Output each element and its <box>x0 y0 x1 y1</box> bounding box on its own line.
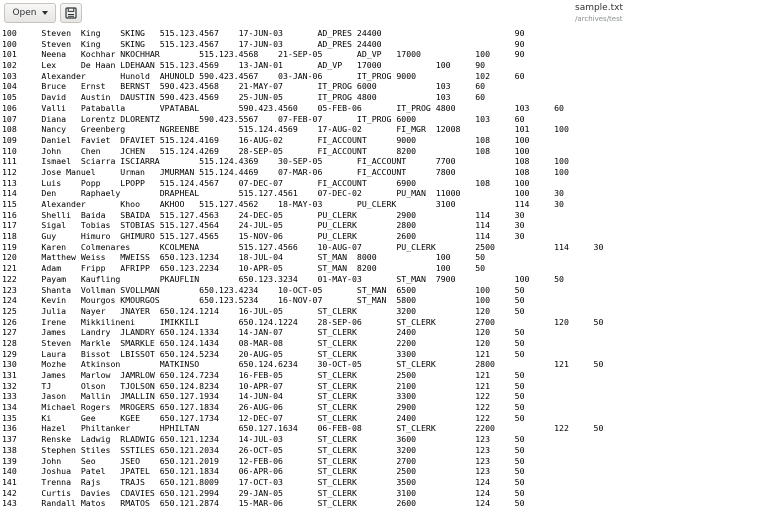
editor-line: 103 Alexander Hunold AHUNOLD 590.423.4567 03-JAN-06 IT_PROG 9000 102 60 <box>2 70 525 81</box>
editor-line: 126 Irene Mikkilineni IMIKKILI 650.124.1224 28-SEP-06 ST_CLERK 2700 120 50 <box>2 316 604 327</box>
editor-line: 137 Renske Ladwig RLADWIG 650.121.1234 14-JUL-03 ST_CLERK 3600 123 50 <box>2 434 525 445</box>
editor-line: 141 Trenna Rajs TRAJS 650.121.8009 17-OCT-03 ST_CLERK 3500 124 50 <box>2 476 525 487</box>
editor-line: 107 Diana Lorentz DLORENTZ 590.423.5567 07-FEB-07 IT_PROG 6000 103 60 <box>2 113 525 124</box>
editor-line: 115 Alexander Khoo AKHOO 515.127.4562 18-MAY-03 PU_CLERK 3100 114 30 <box>2 199 564 209</box>
open-button[interactable] <box>4 3 56 23</box>
editor-line: 100 Steven King SKING 515.123.4567 17-JUN-03 AD_PRES 24400 90 <box>2 38 525 49</box>
chevron-down-icon <box>42 11 48 15</box>
window-subtitle: /archives/test <box>575 15 623 23</box>
editor-line: 123 Shanta Vollman SVOLLMAN 650.123.4234 10-OCT-05 ST_MAN 6500 100 50 <box>2 284 525 295</box>
editor-line: 122 Payam Kaufling PKAUFLIN 650.123.3234 01-MAY-03 ST_MAN 7900 100 50 <box>2 273 564 284</box>
editor-line: 125 Julia Nayer JNAYER 650.124.1214 16-JUL-05 ST_CLERK 3200 120 50 <box>2 305 525 316</box>
editor-line: 143 Randall Matos RMATOS 650.121.2874 15-MAR-06 ST_CLERK 2600 124 50 <box>2 498 525 509</box>
editor-line: 127 James Landry JLANDRY 650.124.1334 14-JAN-07 ST_CLERK 2400 120 50 <box>2 327 525 338</box>
save-button[interactable] <box>60 3 82 23</box>
editor-line: 101 Neena Kochhar NKOCHHAR 515.123.4568 21-SEP-05 AD_VP 17000 100 90 <box>2 49 525 60</box>
window-title: sample.txt <box>575 3 623 13</box>
editor-line: 133 Jason Mallin JMALLIN 650.127.1934 14-JUN-04 ST_CLERK 3300 122 50 <box>2 391 525 402</box>
editor-line: 142 Curtis Davies CDAVIES 650.121.2994 29-JAN-05 ST_CLERK 3100 124 50 <box>2 487 525 498</box>
editor-line: 109 Daniel Faviet DFAVIET 515.124.4169 16-AUG-02 FI_ACCOUNT 9000 108 100 <box>2 134 530 145</box>
editor-line: 111 Ismael Sciarra ISCIARRA 515.124.4369 30-SEP-05 FI_ACCOUNT 7700 108 100 <box>2 156 569 167</box>
text-editor[interactable] <box>0 28 768 529</box>
editor-line: 140 Joshua Patel JPATEL 650.121.1834 06-APR-06 ST_CLERK 2500 123 50 <box>2 466 525 477</box>
editor-line: 117 Sigal Tobias STOBIAS 515.127.4564 24-JUL-05 PU_CLERK 2800 114 30 <box>2 220 525 231</box>
editor-line: 113 Luis Popp LPOPP 515.124.4567 07-DEC-07 FI_ACCOUNT 6900 108 100 <box>2 177 530 188</box>
editor-line: 139 John Seo JSEO 650.121.2019 12-FEB-06 ST_CLERK 2700 123 50 <box>2 455 525 466</box>
editor-line: 134 Michael Rogers MROGERS 650.127.1834 26-AUG-06 ST_CLERK 2900 122 50 <box>2 402 525 413</box>
editor-line: 104 Bruce Ernst BERNST 590.423.4568 21-MAY-07 IT_PROG 6000 103 60 <box>2 81 486 92</box>
editor-line: 118 Guy Himuro GHIMURO 515.127.4565 15-NOV-06 PU_CLERK 2600 114 30 <box>2 231 525 242</box>
editor-line: 102 Lex De Haan LDEHAAN 515.123.4569 13-JAN-01 AD_VP 17000 100 90 <box>2 60 486 71</box>
editor-line: 130 Mozhe Atkinson MATKINSO 650.124.6234 30-OCT-05 ST_CLERK 2800 121 50 <box>2 359 604 370</box>
editor-line: 136 Hazel Philtanker HPHILTAN 650.127.1634 06-FEB-08 ST_CLERK 2200 122 50 <box>2 423 604 434</box>
editor-line: 124 Kevin Mourgos KMOURGOS 650.123.5234 16-NOV-07 ST_MAN 5800 100 50 <box>2 295 525 306</box>
editor-line: 119 Karen Colmenares KCOLMENA 515.127.4566 10-AUG-07 PU_CLERK 2500 114 30 <box>2 241 604 252</box>
editor-line: 112 Jose Manuel Urman JMURMAN 515.124.4469 07-MAR-06 FI_ACCOUNT 7800 108 100 <box>2 166 569 177</box>
editor-line: 135 Ki Gee KGEE 650.127.1734 12-DEC-07 ST_CLERK 2400 122 50 <box>2 412 525 423</box>
editor-line: 110 John Chen JCHEN 515.124.4269 28-SEP-05 FI_ACCOUNT 8200 108 100 <box>2 145 530 156</box>
editor-line: 121 Adam Fripp AFRIPP 650.123.2234 10-APR-05 ST_MAN 8200 100 50 <box>2 263 486 274</box>
window-title-block <box>575 3 695 24</box>
editor-line: 129 Laura Bissot LBISSOT 650.124.5234 20-AUG-05 ST_CLERK 3300 121 50 <box>2 348 525 359</box>
editor-line: 108 Nancy Greenberg NGREENBE 515.124.4569 17-AUG-02 FI_MGR 12008 101 100 <box>2 124 569 135</box>
editor-line: 105 David Austin DAUSTIN 590.423.4569 25-JUN-05 IT_PROG 4800 103 60 <box>2 92 486 103</box>
editor-line: 114 Den Raphaely DRAPHEAL 515.127.4561 07-DEC-02 PU_MAN 11000 100 30 <box>2 188 564 199</box>
open-button-label: Open <box>12 8 37 18</box>
editor-line: 100 Steven King SKING 515.123.4567 17-JUN-03 AD_PRES 24400 90 <box>2 28 525 38</box>
editor-line: 131 James Marlow JAMRLOW 650.124.7234 16-FEB-05 ST_CLERK 2500 121 50 <box>2 370 525 380</box>
editor-line: 120 Matthew Weiss MWEISS 650.123.1234 18-JUL-04 ST_MAN 8000 100 50 <box>2 252 486 263</box>
save-icon <box>65 7 77 19</box>
editor-line: 128 Steven Markle SMARKLE 650.124.1434 08-MAR-08 ST_CLERK 2200 120 50 <box>2 337 525 348</box>
header-bar <box>0 0 768 28</box>
editor-line: 132 TJ Olson TJOLSON 650.124.8234 10-APR-07 ST_CLERK 2100 121 50 <box>2 380 525 391</box>
editor-line: 106 Valli Pataballa VPATABAL 590.423.4560 05-FEB-06 IT_PROG 4800 103 60 <box>2 102 564 113</box>
editor-line: 116 Shelli Baida SBAIDA 515.127.4563 24-DEC-05 PU_CLERK 2900 114 30 <box>2 209 525 220</box>
editor-line: 138 Stephen Stiles SSTILES 650.121.2034 26-OCT-05 ST_CLERK 3200 123 50 <box>2 444 525 455</box>
